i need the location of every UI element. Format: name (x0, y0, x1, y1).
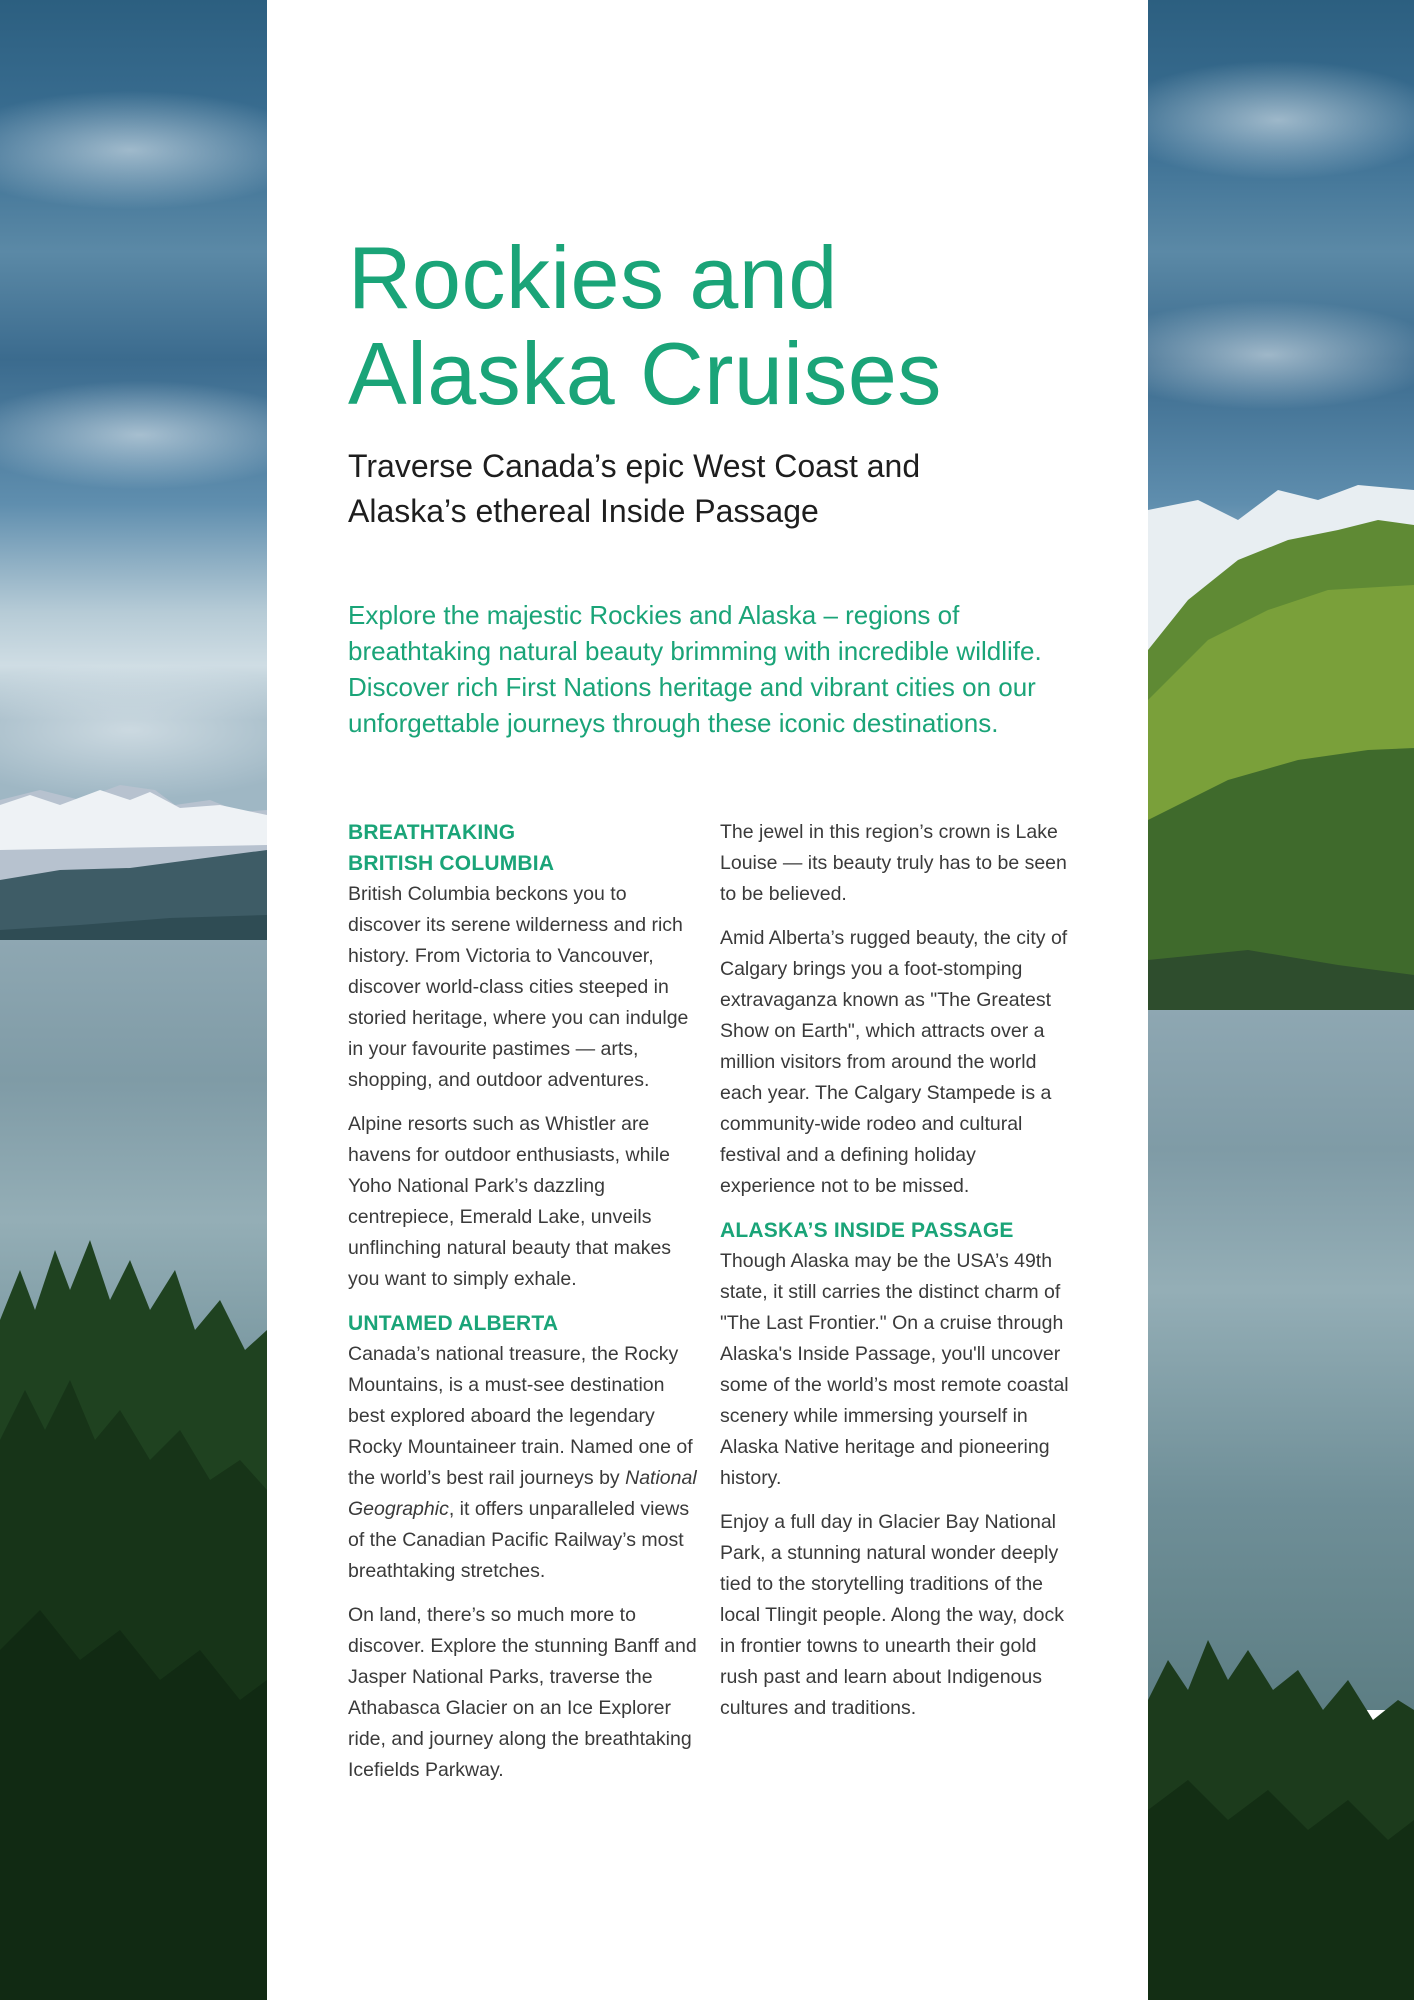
snowy-mountains-left (0, 0, 267, 1000)
forest-left (0, 1180, 267, 2000)
text-column-left (348, 817, 700, 1799)
text-column-right (720, 817, 1072, 1737)
section-heading-bc (348, 817, 700, 879)
forest-right (1148, 1580, 1414, 2000)
subtitle-line-1: Traverse Canada’s epic West Coast and (348, 448, 921, 484)
bc-paragraph-2: Alpine resorts such as Whistler are havens for outdoor enthusiasts, while Yoho National Park’s dazzling centrepiece, Emerald Lake, unveils unflinching natural beauty that makes you want to simply exhale. (348, 1113, 672, 1290)
alberta-paragraph-1 (348, 1339, 700, 1587)
publication-name: National Geographic (348, 1467, 697, 1520)
alaska-paragraph-1: Though Alaska may be the USA’s 49th state, it still carries the distinct charm of "The Last Frontier." On a cruise through Alaska's Inside Passage, you'll uncover some of the world’s most remote coastal scenery while immersing yourself in Alaska Native heritage and pioneering history. (720, 1250, 1069, 1489)
alberta-paragraph-4: Amid Alberta’s rugged beauty, the city of Calgary brings you a foot-stomping extravaganza known as "The Greatest Show on Earth", which attracts over a million visitors from around the world each year. The Calgary Stampede is a community-wide rodeo and cultural festival and a defining holiday experience not to be missed. (720, 927, 1068, 1197)
alberta-paragraph-2: On land, there’s so much more to discover. Explore the stunning Banff and Jasper National Parks, traverse the Athabasca Glacier on an Ice Explorer ride, and journey along the breathtaking Icefields Parkway. (348, 1604, 697, 1781)
green-mountain-right (1148, 0, 1414, 1100)
intro-paragraph: Explore the majestic Rockies and Alaska – regions of breathtaking natural beauty brimming with incredible wildlife. Discover rich First Nations heritage and vibrant cities on our unforgettable journeys through these iconic destinations. (348, 600, 1042, 738)
alberta-p1-text-end: , it offers unparalleled views of the Canadian Pacific Railway’s most breathtaking stretches. (348, 1498, 690, 1582)
heading-line-2: BRITISH COLUMBIA (348, 852, 555, 875)
title-line-2: Alaska Cruises (348, 324, 942, 423)
section-heading-alberta: UNTAMED ALBERTA (348, 1312, 559, 1335)
heading-line-1: BREATHTAKING (348, 821, 516, 844)
title-line-1: Rockies and (348, 228, 838, 327)
alberta-paragraph-3: The jewel in this region’s crown is Lake Louise — its beauty truly has to be seen to be believed. (720, 821, 1067, 905)
content-panel (267, 0, 1148, 2000)
bc-paragraph-1: British Columbia beckons you to discover its serene wilderness and rich history. From Victoria to Vancouver, discover world-class cities steeped in storied heritage, where you can indulge in your favourite pastimes — arts, shopping, and outdoor adventures. (348, 883, 689, 1091)
page-title (348, 230, 942, 422)
subtitle-line-2: Alaska’s ethereal Inside Passage (348, 493, 819, 529)
background-photo-left (0, 0, 267, 2000)
page-subtitle (348, 444, 1048, 534)
alaska-paragraph-2: Enjoy a full day in Glacier Bay National Park, a stunning natural wonder deeply tied to the storytelling traditions of the local Tlingit people. Along the way, dock in frontier towns to unearth their gold rush past and learn about Indigenous cultures and traditions. (720, 1511, 1064, 1719)
background-photo-right (1148, 0, 1414, 2000)
section-heading-alaska: ALASKA’S INSIDE PASSAGE (720, 1219, 1014, 1242)
alberta-p1-text: Canada’s national treasure, the Rocky Mountains, is a must-see destination best explored aboard the legendary Rocky Mountaineer train. Named one of the world’s best rail journeys by (348, 1343, 693, 1489)
